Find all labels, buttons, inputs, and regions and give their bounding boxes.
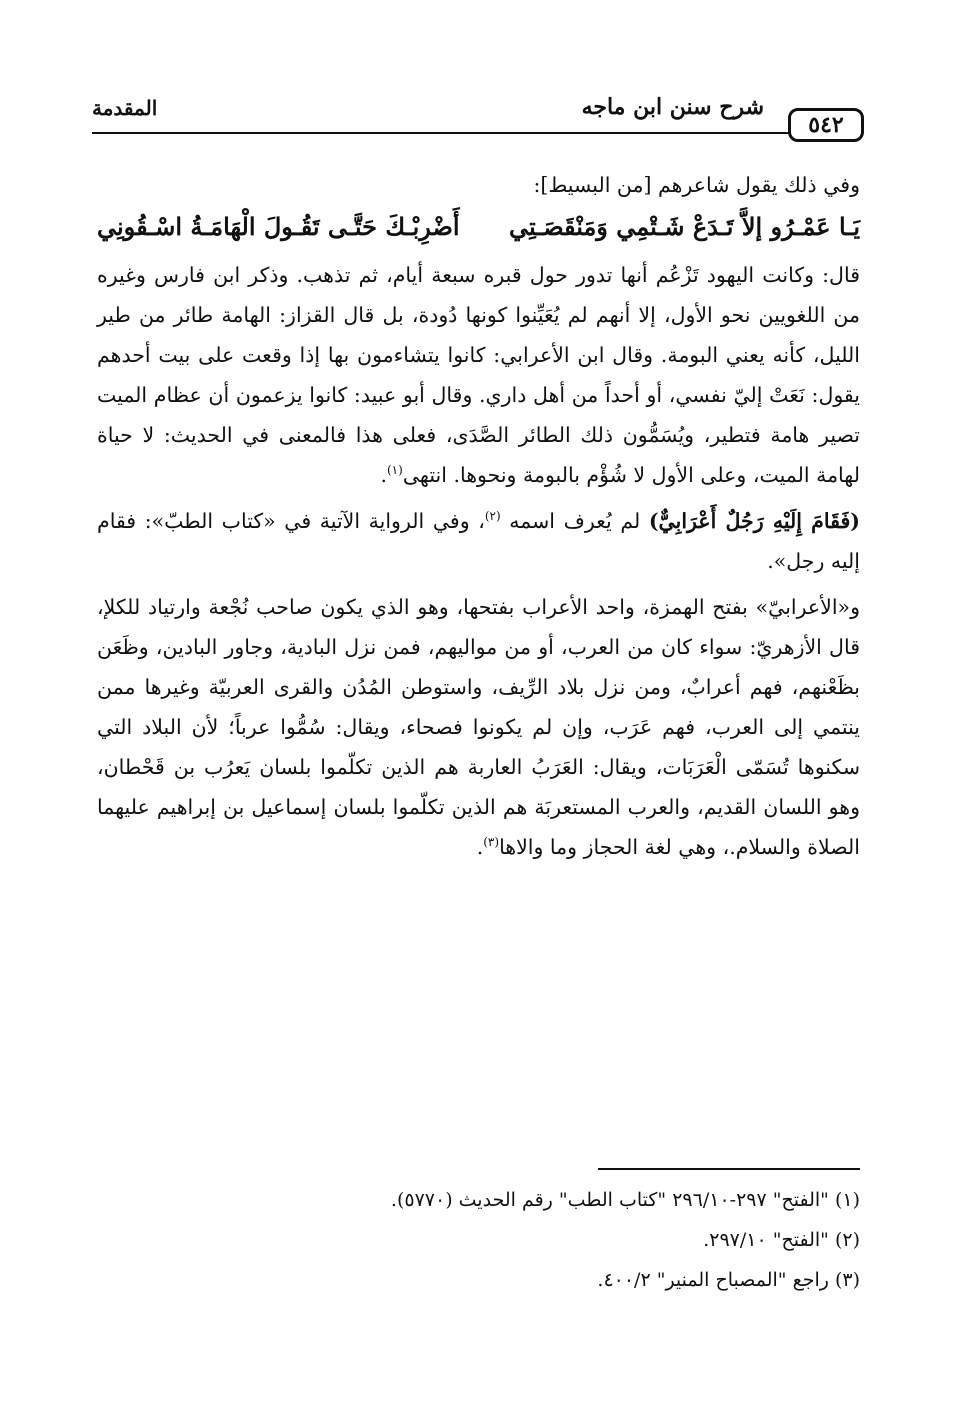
paragraph-2-text-b: ، وفي الرواية الآتية في «كتاب الطبّ»: فقام إليه رجل».	[97, 509, 860, 573]
section-title: المقدمة	[92, 96, 158, 120]
main-text	[97, 165, 860, 867]
hadith-quote: (فَقَامَ إِلَيْهِ رَجُلٌ أَعْرَابِيٌّ)	[648, 509, 860, 533]
poem-verse	[97, 205, 860, 249]
page-header	[92, 86, 864, 146]
footnote-3: (٣) راجع "المصباح المنير" ٤٠٠/٢.	[597, 1269, 860, 1291]
footnote-rule	[598, 1168, 860, 1170]
poem-intro: وفي ذلك يقول شاعرهم [من البسيط]:	[533, 173, 860, 197]
poem-hemistich-first: يَـا عَمْـرُو إلاَّ تَـدَعْ شَـتْمِي وَمَنْقَصَـتِي	[508, 212, 860, 241]
footnote-2: (٢) "الفتح" ٢٩٧/١٠.	[703, 1229, 860, 1251]
footnote-ref-2: (٢)	[484, 509, 501, 524]
poem-hemistich-second: أَضْرِبْـكَ حَتَّـى تَقُـولَ الْهَامَـةُ اسْـقُونِي	[97, 212, 460, 241]
paragraph-2-text-a: لم يُعرف اسمه	[500, 509, 649, 533]
page-number: ٥٤٢	[788, 108, 864, 142]
footnote-1: (١) "الفتح" ٢٩٧-٢٩٦/١٠ "كتاب الطب" رقم الحديث (٥٧٧٠).	[390, 1189, 860, 1211]
paragraph-2	[97, 501, 860, 581]
footnote-ref-1: (١)	[386, 463, 403, 478]
running-title: شرح سنن ابن ماجه	[581, 94, 764, 120]
paragraph-3-text: و«الأعرابيّ» بفتح الهمزة، واحد الأعراب بفتحها، وهو الذي يكون صاحب نُجْعة وارتياد للكلإ، قال الأزهريّ: سواء كان من العرب، أو من مواليهم، فمن نزل البادية، وجاور البادين، وظَعَن بظَعْنهم، فهم أعرابٌ، ومن نزل بلاد الرِّيف، واستوطن المُدُن والقرى العربيّة وغيرها ممن ينتمي إلى العرب، فهم عَرَب، وإن لم يكونوا فصحاء، ويقال: سُمُّوا عرباً؛ لأن البلاد التي سكنوها تُسَمّى الْعَرَبَات، ويقال: العَرَبُ العاربة هم الذين تكلّموا بلسان يَعرُب بن قَحْطان، وهو اللسان القديم، والعرب المستعربَة هم الذين تكلّموا بلسان إسماعيل بن إبراهيم عليهما الصلاة والسلام.، وهي لغة الحجاز وما والاها	[97, 595, 861, 859]
paragraph-1: قال: وكانت اليهود تَزْعُم أنها تدور حول قبره سبعة أيام، ثم تذهب. وذكر ابن فارس وغيره من اللغويين نحو الأول، إلا أنهم لم يُعَيِّنوا كونها دُودة، بل قال القزاز: الهامة طائر من طير الليل، كأنه يعني البومة. وقال ابن الأعرابي: كانوا يتشاءمون بها إذا وقعت على بيت أحدهم يقول: نَعَتْ إليّ نفسي، أو أحداً من أهل داري. وقال أبو عبيد: كانوا يزعمون أن عظام الميت تصير هامة فتطير، ويُسَمُّون ذلك الطائر الصَّدَى، فعلى هذا فالمعنى في الحديث: لا حياة لهامة الميت، وعلى الأول لا شُؤْم بالبومة ونحوها. انتهى$^{(١)}$.	[97, 263, 860, 487]
paragraph-1-text: قال: وكانت اليهود تَزْعُم أنها تدور حول قبره سبعة أيام، ثم تذهب. وذكر ابن فارس وغيره من اللغويين نحو الأول، إلا أنهم لم يُعَيِّنوا كونها دُودة، بل قال القزاز: الهامة طائر من طير الليل، كأنه يعني البومة. وقال ابن الأعرابي: كانوا يتشاءمون بها إذا وقعت على بيت أحدهم يقول: نَعَتْ إليّ نفسي، أو أحداً من أهل داري. وقال أبو عبيد: كانوا يزعمون أن عظام الميت تصير هامة فتطير، ويُسَمُّون ذلك الطائر الصَّدَى، فعلى هذا فالمعنى في الحديث: لا حياة لهامة الميت، وعلى الأول لا شُؤْم بالبومة ونحوها. انتهى	[97, 263, 860, 487]
paragraph-3: و«الأعرابيّ» بفتح الهمزة، واحد الأعراب بفتحها، وهو الذي يكون صاحب نُجْعة وارتياد للكلإ، قال الأزهريّ: سواء كان من العرب، أو من مواليهم، فمن نزل البادية، وجاور البادين، وظَعَن بظَعْنهم، فهم أعرابٌ، ومن نزل بلاد الرِّيف، واستوطن المُدُن والقرى العربيّة وغيرها ممن ينتمي إلى العرب، فهم عَرَب، وإن لم يكونوا فصحاء، ويقال: سُمُّوا عرباً؛ لأن البلاد التي سكنوها تُسَمّى الْعَرَبَات، ويقال: العَرَبُ العاربة هم الذين تكلّموا بلسان يَعرُب بن قَحْطان، وهو اللسان القديم، والعرب المستعربَة هم الذين تكلّموا بلسان إسماعيل بن إبراهيم عليهما الصلاة والسلام.، وهي لغة الحجاز وما والاها$^{(٣)}$.	[97, 595, 861, 859]
footnotes	[97, 1180, 860, 1300]
header-rule	[92, 132, 792, 134]
footnote-ref-3: (٣)	[483, 835, 500, 850]
